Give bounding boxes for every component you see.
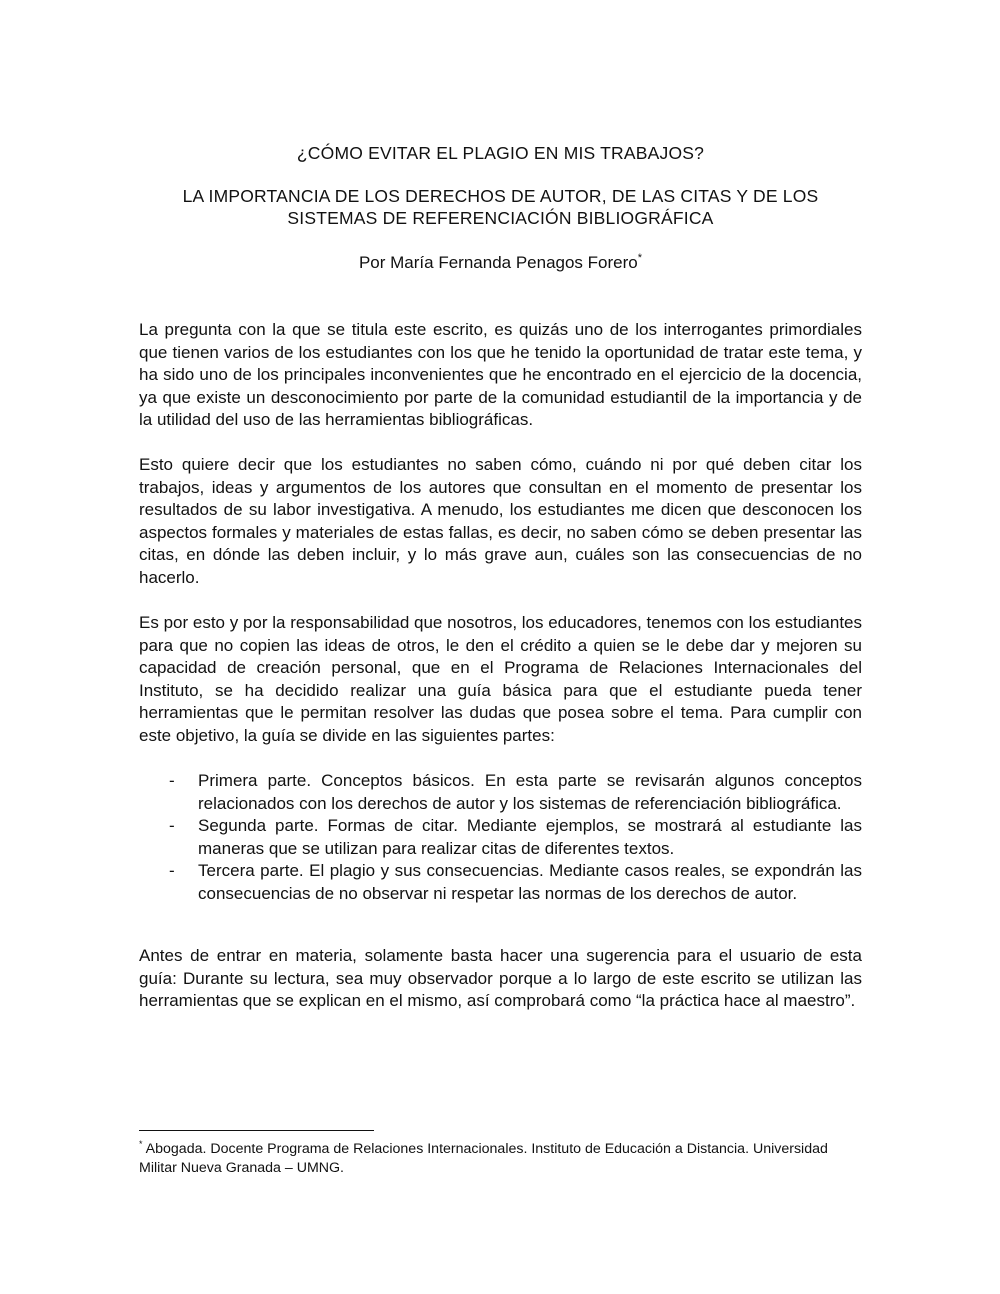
author-name: Por María Fernanda Penagos Forero: [358, 253, 638, 272]
list-item-text: Tercera parte. El plagio y sus consecuencias. Mediante casos reales, se expondrán las consecuencias de no observar ni respetar las normas de los derechos de autor.: [198, 861, 862, 903]
footnote-mark: *: [139, 1139, 143, 1149]
paragraph-2: Esto quiere decir que los estudiantes no saben cómo, cuándo ni por qué deben citar los trabajos, ideas y argumentos de los autores que consultan en el momento de presentar los resultados de su labor investigativa. A menudo, los estudiantes me dicen que desconocen los aspectos formales y materiales de estas fallas, es decir, no saben cómo se deben presentar las citas, en dónde las deben incluir, y lo más grave aun, cuáles son las consecuencias de no hacerlo.: [139, 455, 862, 587]
list-item-text: Primera parte. Conceptos básicos. En esta parte se revisarán algunos conceptos relacionados con los derechos de autor y los sistemas de referenciación bibliográfica.: [198, 771, 862, 813]
footnote-separator: [139, 1130, 374, 1131]
list-item: [139, 770, 862, 815]
paragraph-1: La pregunta con la que se titula este escrito, es quizás uno de los interrogantes primordiales que tienen varios de los estudiantes con los que he tenido la oportunidad de tratar este tema, y ha sido uno de los principales inconvenientes que he encontrado en el ejercicio de la docencia, ya que existe un desconocimiento por parte de la comunidad estudiantil de la importancia y de la utilidad del uso de las herramientas bibliográficas.: [139, 320, 862, 430]
document-title: ¿CÓMO EVITAR EL PLAGIO EN MIS TRABAJOS?: [296, 143, 705, 163]
document-subtitle: LA IMPORTANCIA DE LOS DERECHOS DE AUTOR, DE LAS CITAS Y DE LOS SISTEMAS DE REFERENCIACIÓN BIBLIOGRÁFICA: [182, 186, 819, 228]
paragraph-3: Es por esto y por la responsabilidad que nosotros, los educadores, tenemos con los estudiantes para que no copien las ideas de otros, le den el crédito a quien se le debe dar y mejoren su capacidad de creación personal, que en el Programa de Relaciones Internacionales del Instituto, se ha decidido realizar una guía básica para que el estudiante pueda tener herramientas que le permitan resolver las dudas que posea sobre el tema. Para cumplir con este objetivo, la guía se divide en las siguientes partes:: [139, 613, 862, 745]
list-bullet: -: [169, 816, 175, 836]
author-footnote-mark: *: [637, 252, 643, 264]
list-bullet: -: [169, 861, 175, 881]
closing-paragraph: Antes de entrar en materia, solamente basta hacer una sugerencia para el usuario de esta guía: Durante su lectura, sea muy observador porque a lo largo de este escrito se utilizan las herramientas que se explican en el mismo, así comprobará como “la práctica hace al maestro”.: [139, 946, 862, 1011]
footnote-text: Abogada. Docente Programa de Relaciones Internacionales. Instituto de Educación a Distancia. Universidad Militar Nueva Granada – UMNG.: [139, 1141, 828, 1176]
list-bullet: -: [169, 771, 175, 790]
list-item: [139, 815, 862, 860]
footnote: [139, 1140, 862, 1178]
list-item-text: Segunda parte. Formas de citar. Mediante ejemplos, se mostrará al estudiante las maneras que se utilizan para realizar citas de diferentes textos.: [198, 816, 862, 858]
list-item: [139, 860, 862, 905]
author-line: [139, 252, 862, 274]
parts-list: [139, 770, 862, 906]
